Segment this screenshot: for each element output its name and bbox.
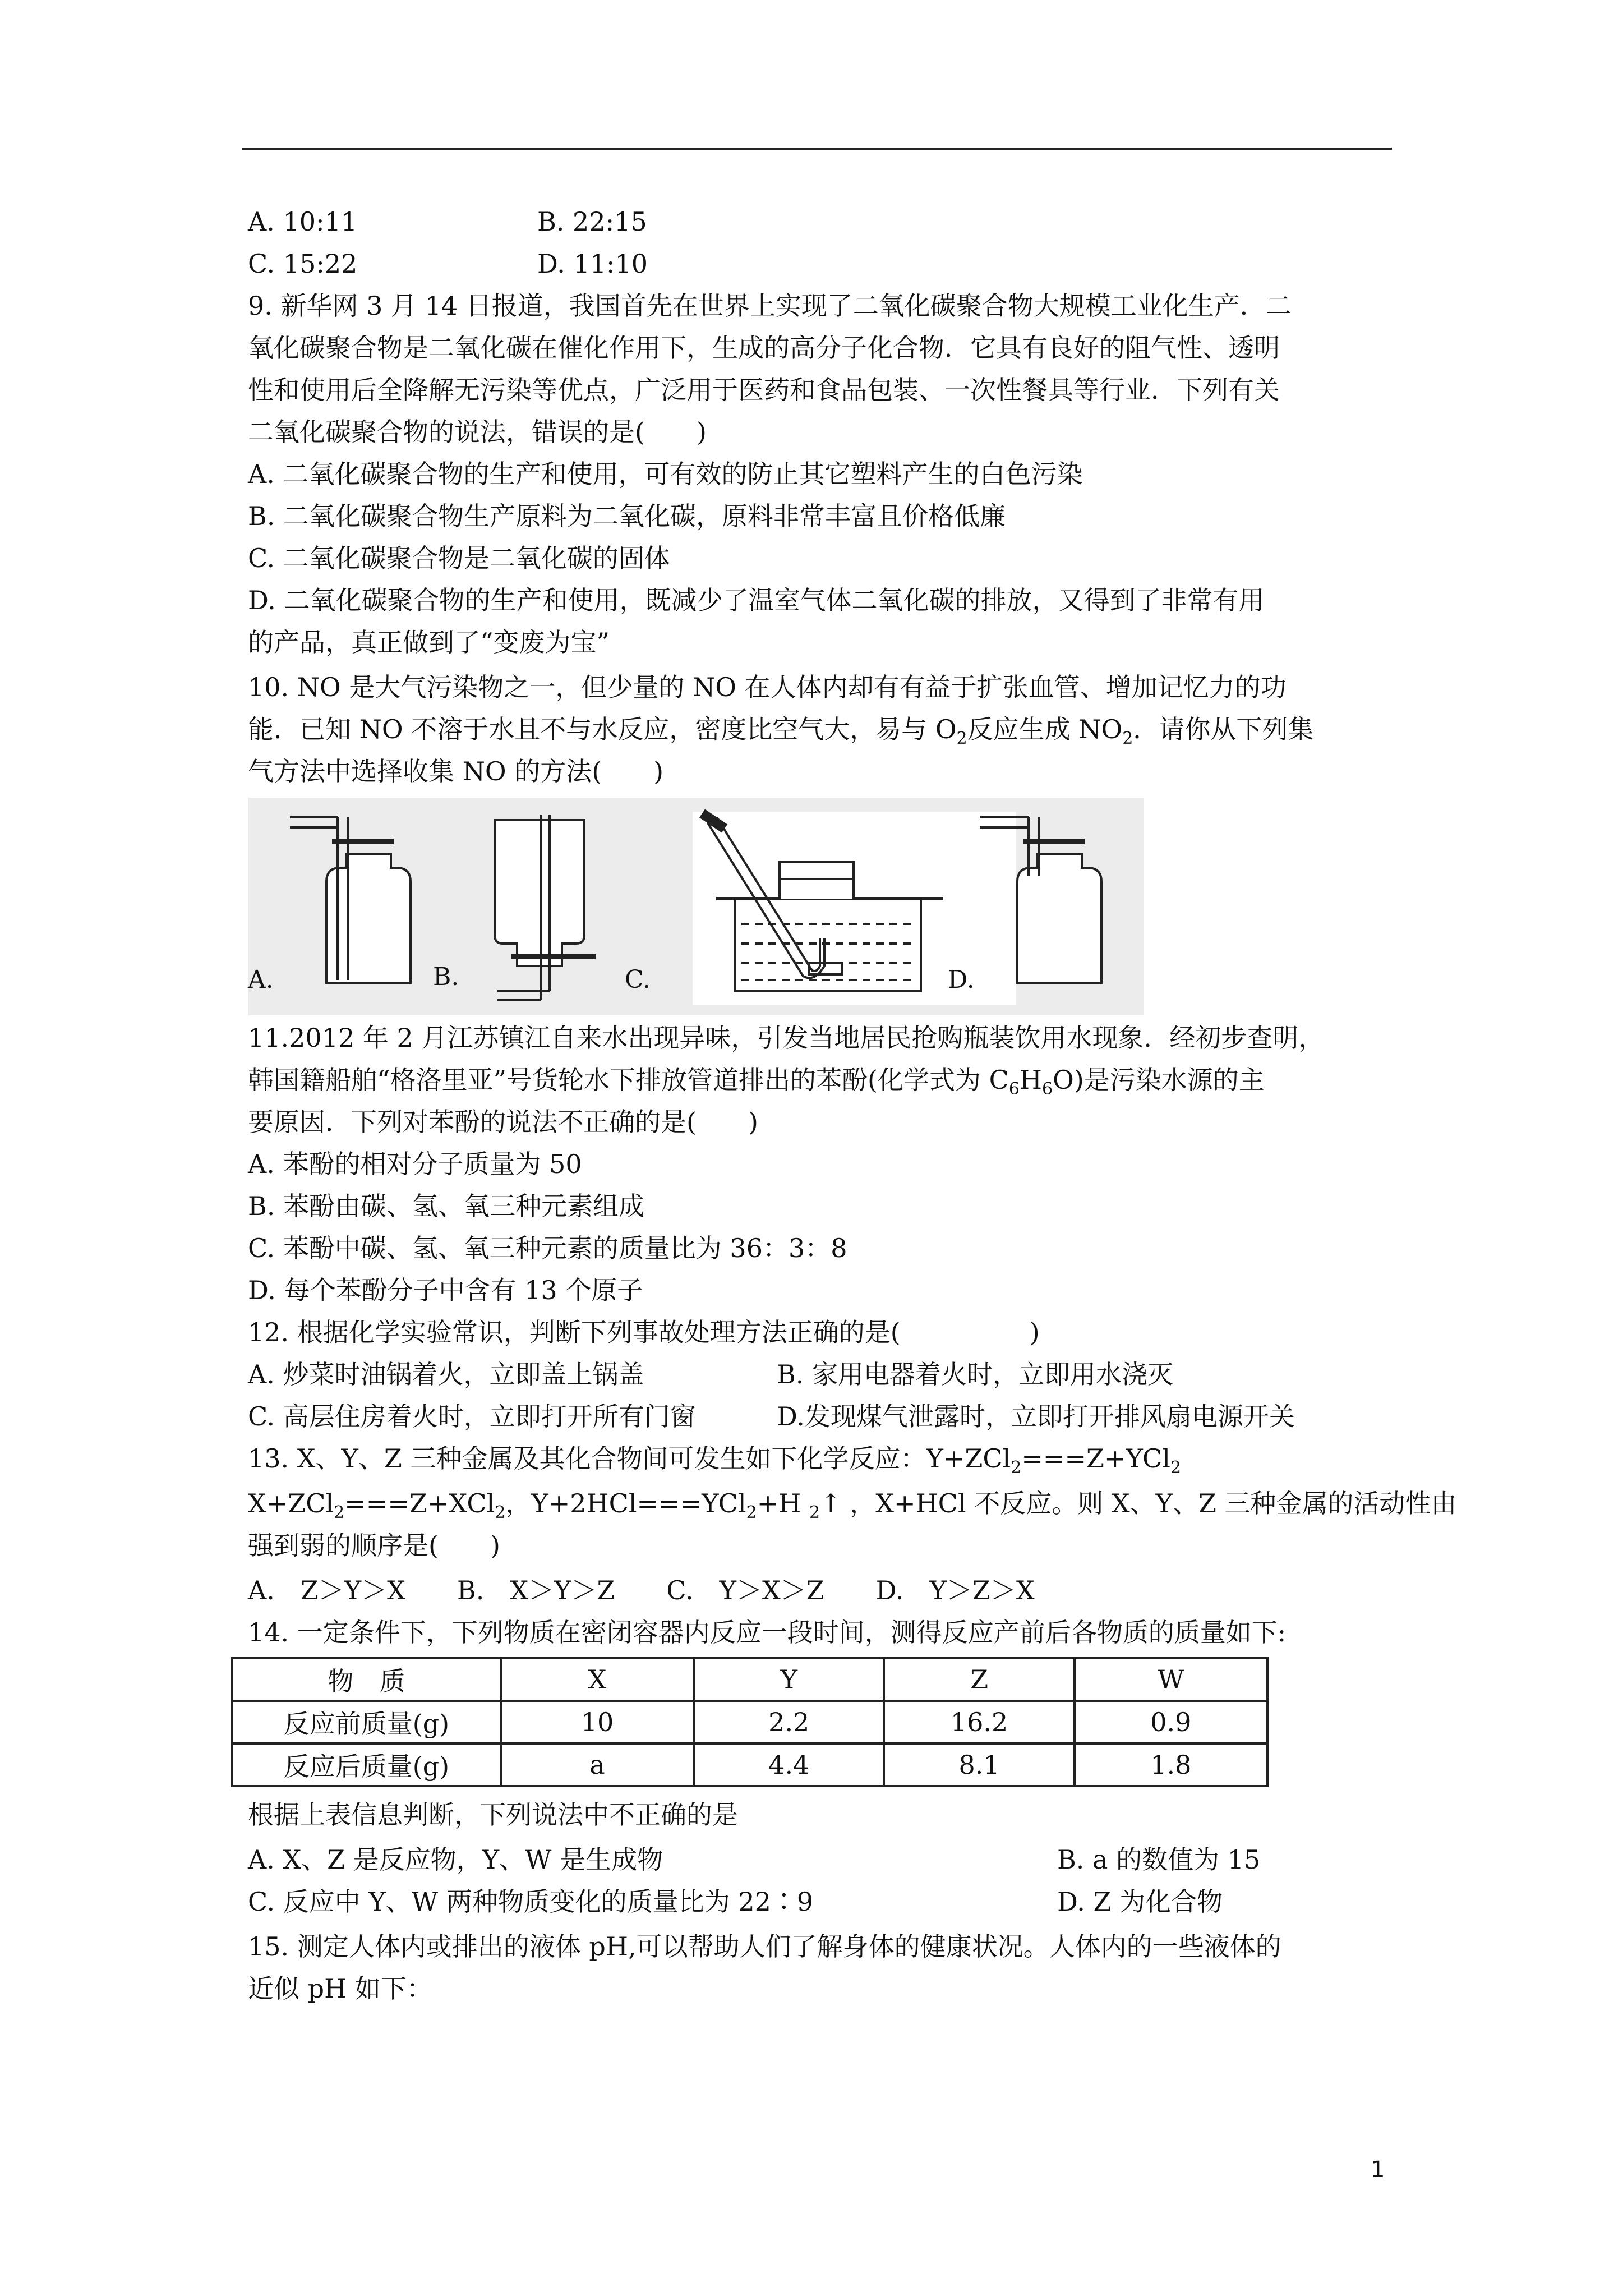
figure-label-a: A.	[248, 965, 274, 994]
q9-stem-line: 性和使用后全降解无污染等优点，广泛用于医药和食品包装、一次性餐具等行业．下列有关	[248, 375, 1280, 405]
q13-stem-line: 13. X、Y、Z 三种金属及其化合物间可发生如下化学反应：Y+ZCl$_2$===Z+YCl$_2$	[248, 1443, 1182, 1478]
q11-stem-line: 11.2012 年 2 月江苏镇江自来水出现异味，引发当地居民抢购瓶装饮用水现象．经初步查明，	[248, 1023, 1325, 1053]
q11-option-d: D. 每个苯酚分子中含有 13 个原子	[248, 1275, 643, 1305]
table-cell: 0.9	[1075, 1701, 1267, 1743]
table-header-cell: Y	[694, 1658, 884, 1701]
mass-table	[231, 1657, 1269, 1787]
table-cell: 反应后质量(g)	[232, 1743, 501, 1786]
figure-label-c: C.	[625, 965, 651, 994]
q9-option-d: D. 二氧化碳聚合物的生产和使用，既减少了温室气体二氧化碳的排放，又得到了非常有用	[248, 585, 1265, 615]
table-header-row	[232, 1658, 1267, 1701]
q10-stem-line: 气方法中选择收集 NO 的方法( )	[248, 756, 664, 786]
q9-stem-line: 氧化碳聚合物是二氧化碳在催化作用下，生成的高分子化合物．它具有良好的阻气性、透明	[248, 333, 1280, 363]
q12-stem: 12. 根据化学实验常识，判断下列事故处理方法正确的是( )	[248, 1317, 1040, 1347]
table-cell: 16.2	[884, 1701, 1074, 1743]
q11-option-c: C. 苯酚中碳、氢、氧三种元素的质量比为 36：3：8	[248, 1233, 847, 1263]
q9-option-a: A. 二氧化碳聚合物的生产和使用，可有效的防止其它塑料产生的白色污染	[248, 459, 1083, 489]
table-row	[232, 1701, 1267, 1743]
table-cell: 2.2	[694, 1701, 884, 1743]
table-header-cell: Z	[884, 1658, 1074, 1701]
q14-option-d: D. Z 为化合物	[1057, 1887, 1223, 1917]
q12-option-c: C. 高层住房着火时，立即打开所有门窗	[248, 1401, 696, 1432]
q15-stem-line: 近似 pH 如下：	[248, 1973, 432, 2004]
header-rule	[242, 148, 1392, 150]
figure-label-d: D.	[948, 965, 975, 994]
q14-stem: 14. 一定条件下，下列物质在密闭容器内反应一段时间，测得反应产前后各物质的质量如下:	[248, 1617, 1287, 1648]
page-number: 1	[1371, 2157, 1385, 2183]
q11-stem-line: 要原因．下列对苯酚的说法不正确的是( )	[248, 1107, 758, 1137]
q9-stem-line: 9. 新华网 3 月 14 日报道，我国首先在世界上实现了二氧化碳聚合物大规模工业化生产．二	[248, 291, 1292, 321]
q12-option-b: B. 家用电器着火时，立即用水浇灭	[777, 1359, 1174, 1389]
q9-option-b: B. 二氧化碳聚合物生产原料为二氧化碳，原料非常丰富且价格低廉	[248, 501, 1006, 531]
q11-option-a: A. 苯酚的相对分子质量为 50	[248, 1149, 582, 1179]
q8-option-d: D. 11:10	[537, 249, 648, 279]
figure-label-b: B.	[433, 963, 459, 991]
q8-option-b: B. 22:15	[537, 206, 647, 237]
q14-option-b: B. a 的数值为 15	[1057, 1844, 1261, 1875]
q13-stem-line: X+ZCl$_2$===Z+XCl$_2$，Y+2HCl===YCl$_2$+H $_2$↑ ，X+HCl 不反应。则 X、Y、Z 三种金属的活动性由	[248, 1488, 1457, 1523]
q8-option-a: A. 10:11	[248, 206, 358, 237]
table-cell: 10	[501, 1701, 694, 1743]
q10-stem-line: 10. NO 是大气污染物之一，但少量的 NO 在人体内却有有益于扩张血管、增加记忆力的功	[248, 672, 1287, 702]
apparatus-a	[290, 817, 411, 983]
q12-option-a: A. 炒菜时油锅着火，立即盖上锅盖	[248, 1359, 644, 1389]
table-cell: 8.1	[884, 1743, 1074, 1786]
table-cell: a	[501, 1743, 694, 1786]
apparatus-b	[495, 815, 596, 1000]
table-header-cell: X	[501, 1658, 694, 1701]
q9-option-d-continued: 的产品，真正做到了“变废为宝”	[248, 627, 610, 657]
table-row	[232, 1743, 1267, 1786]
q12-option-d: D.发现煤气泄露时，立即打开排风扇电源开关	[777, 1401, 1295, 1432]
q13-stem-line: 强到弱的顺序是( )	[248, 1530, 500, 1561]
table-cell: 4.4	[694, 1743, 884, 1786]
q11-option-b: B. 苯酚由碳、氢、氧三种元素组成	[248, 1191, 645, 1221]
q15-stem-line: 15. 测定人体内或排出的液体 pH,可以帮助人们了解身体的健康状况。人体内的一些液体的	[248, 1931, 1281, 1962]
q11-stem-line: 韩国籍船舶“格洛里亚”号货轮水下排放管道排出的苯酚(化学式为 $C_6H_6O$)是污染水源的主	[248, 1065, 1265, 1099]
q13-options: A. Z＞Y＞X B. X＞Y＞Z C. Y＞X＞Z D. Y＞Z＞X	[248, 1575, 1035, 1605]
table-header-cell: 物 质	[232, 1658, 501, 1701]
table-cell: 反应前质量(g)	[232, 1701, 501, 1743]
q14-after-table: 根据上表信息判断，下列说法中不正确的是	[248, 1800, 738, 1830]
q10-stem-line: 能．已知 NO 不溶于水且不与水反应，密度比空气大，易与 $O_2$反应生成 $NO_2$．请你从下列集	[248, 714, 1314, 749]
q14-option-a: A. X、Z 是反应物，Y、W 是生成物	[248, 1844, 663, 1875]
q9-stem-line: 二氧化碳聚合物的说法，错误的是( )	[248, 417, 707, 447]
table-header-cell: W	[1075, 1658, 1267, 1701]
q8-option-c: C. 15:22	[248, 249, 358, 279]
q9-option-c: C. 二氧化碳聚合物是二氧化碳的固体	[248, 543, 670, 573]
apparatus-drawings	[248, 798, 1144, 1015]
q14-option-c: C. 反应中 Y、W 两种物质变化的质量比为 22∶9	[248, 1887, 814, 1917]
table-cell: 1.8	[1075, 1743, 1267, 1786]
gas-collection-figure	[248, 798, 1144, 1015]
